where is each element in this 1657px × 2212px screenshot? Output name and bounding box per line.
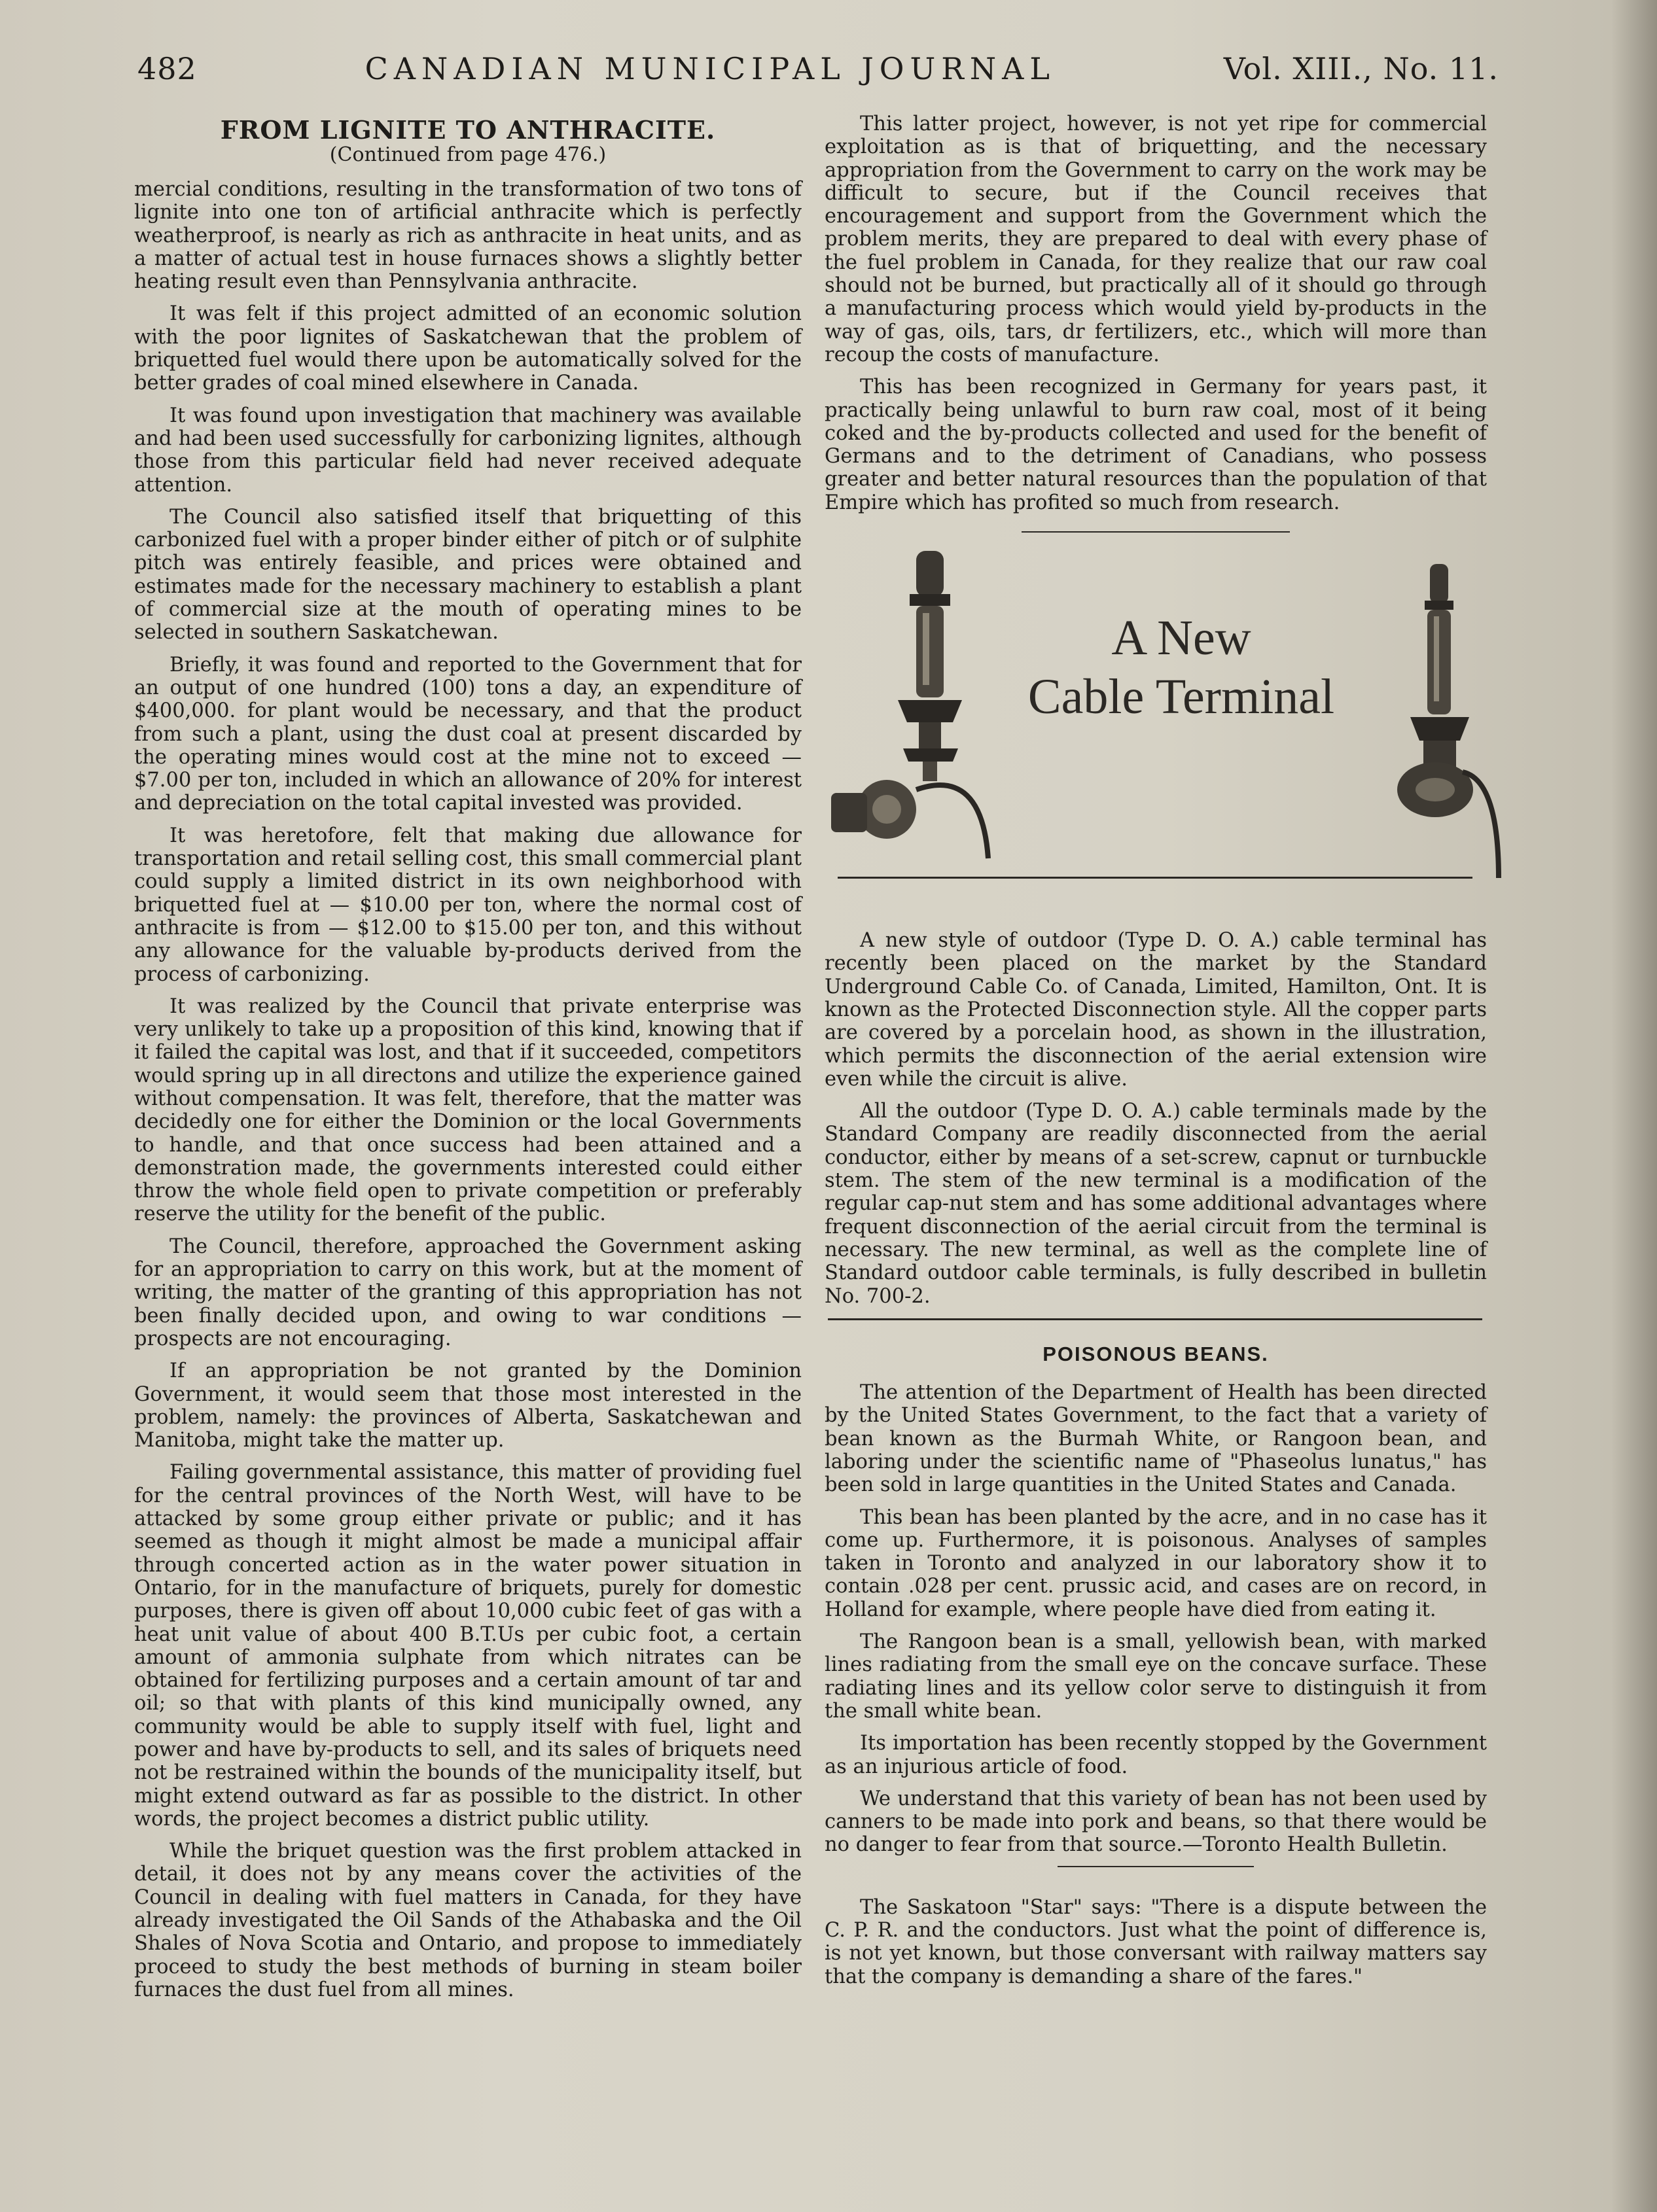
right-column [825, 113, 1487, 1997]
cable-terminal-illustration-right [1378, 564, 1508, 878]
article-paragraph: It was found upon investigation that machinery was available and had been used successfully for carbonizing lignites, although those from this particular field had never received adequate attention. [134, 404, 802, 497]
advertisement-baseline [838, 877, 1472, 879]
advertisement-headline [998, 608, 1364, 726]
article-title: POISONOUS BEANS. [1042, 1342, 1269, 1365]
article-paragraph: This bean has been planted by the acre, and in no case has it come up. Furthermore, it is poisonous. Analyses of samples taken in Toronto and analyzed in our laboratory show it to contain .028 per cent. prussic acid, and cases are on record, in Holland for example, where people have died from eating it. [825, 1505, 1487, 1621]
article-paragraph: mercial conditions, resulting in the transformation of two tons of lignite into one ton of artificial anthracite which is perfectly weatherproof, is nearly as rich as anthracite in heat units, and as a matter of actual test in house furnaces shows a slightly better heating result even than Pennsylvania anthracite. [134, 178, 802, 294]
article-paragraph: The attention of the Department of Health has been directed by the United States Government, to the fact that a variety of bean known as the Burmah White, or Rangoon bean, and laboring under the scientific name of "Phaseolus lunatus," has been sold in large quantities in the United States and Canada. [825, 1381, 1487, 1497]
headline-line-2: Cable Terminal [1027, 669, 1335, 725]
article-title: FROM LIGNITE TO ANTHRACITE. [220, 115, 716, 145]
article-paragraph: Its importation has been recently stopped by the Government as an injurious article of food. [825, 1732, 1487, 1778]
article-paragraph: This has been recognized in Germany for years past, it practically being unlawful to burn raw coal, most of it being coked and the by-products collected and used for the benefit of Germans and to the detriment of Canadians, who possess greater and better natural resources than the population of that Empire which has profited so much from research. [825, 376, 1487, 514]
section-divider [828, 1318, 1482, 1320]
article-paragraph: This latter project, however, is not yet ripe for commercial exploitation as is that of briquetting, and the necessary appropriation from the Government to carry on the work may be difficult to secure, but if the Council receives that encouragement and support from the Government which the problem merits, they are prepared to deal with every phase of the fuel problem in Canada, for they realize that our raw coal should not be burned, but practically all of it should go through a manufacturing process which would yield by-products in the way of gas, oils, tars, dr fertilizers, etc., which will more than recoup the costs of manufacture. [825, 113, 1487, 366]
section-divider [1022, 531, 1290, 533]
article-paragraph: Failing governmental assistance, this matter of providing fuel for the central provinces of the North West, will have to be attacked by some group either private or public; and it has seemed as though it might almost be made a municipal affair through concerted action as in the water power situation in Ontario, for in the manufacture of briquets, purely for domestic purposes, there is given off about 10,000 cubic feet of gas with a heat unit value of about 400 B.T.Us per cubic foot, a certain amount of ammonia sulphate from which nitrates can be obtained for fertilizing purposes and a certain amount of tar and oil; so that with plants of this kind municipally owned, any community would be able to supply itself with fuel, light and power and have by-products to sell, and its sales of briquets need not be restrained within the bounds of the municipality itself, but might extend outward as far as possible to the district. In other words, the project becomes a district public utility. [134, 1461, 802, 1831]
volume-number: Vol. XIII., No. 11. [1223, 51, 1499, 86]
article-paragraph: It was realized by the Council that private enterprise was very unlikely to take up a proposition of this kind, knowing that if it failed the capital was lost, and that if it succeeded, competitors would spring up in all directons and utilize the experience gained without compensation. It was felt, therefore, that the matter was decidedly one for either the Dominion or the local Governments to handle, and that once success had been attained and a demonstration made, the governments interested could either throw the whole field open to private competition or preferably reserve the utility for the benefit of the public. [134, 994, 802, 1226]
article-paragraph: Briefly, it was found and reported to the Government that for an output of one hundred (100) tons a day, an expenditure of $400,000. for plant would be necessary, and that the product from such a plant, using the dust coal at present discarded by the operating mines would cost at the mine not to exceed — $7.00 per ton, included in which an allowance of 20% for interest and depreciation on the total capital invested was provided. [134, 653, 802, 815]
article-paragraph: If an appropriation be not granted by the Dominion Government, it would seem that those most interested in the problem, namely: the provinces of Alberta, Saskatchewan and Manitoba, might take the matter up. [134, 1360, 802, 1452]
article-paragraph: The Saskatoon "Star" says: "There is a dispute between the C. P. R. and the conductors. Just what the point of difference is, is not yet known, but those conversant with railway matters say that the company is demanding a share of the fares." [825, 1895, 1487, 1988]
article-paragraph: It was felt if this project admitted of an economic solution with the poor lignites of Saskatchewan that the problem of briquetted fuel would there upon be automatically solved for the better grades of coal mined elsewhere in Canada. [134, 302, 802, 395]
article-paragraph: All the outdoor (Type D. O. A.) cable terminals made by the Standard Company are readily disconnected from the aerial conductor, either by means of a set-screw, capnut or turnbuckle stem. The stem of the new terminal is a modification of the regular cap-nut stem and has some additional advantages where frequent disconnection of the aerial circuit from the terminal is necessary. The new terminal, as well as the complete line of Standard outdoor cable terminals, is fully described in bulletin No. 700-2. [825, 1100, 1487, 1308]
headline-line-1: A New [1111, 610, 1251, 666]
page-header [137, 51, 1499, 97]
left-column [134, 116, 802, 2010]
article-continuation-note: (Continued from page 476.) [329, 143, 607, 166]
article-paragraph: The Council also satisfied itself that briquetting of this carbonized fuel with a proper binder either of pitch or of sulphite pitch was entirely feasible, and prices were obtained and estimates made for the necessary machinery to establish a plant of commercial size at the mouth of operating mines to be selected in southern Saskatchewan. [134, 505, 802, 644]
section-divider [1058, 1866, 1254, 1867]
article-paragraph: The Council, therefore, approached the Government asking for an appropriation to carry on this work, but at the moment of writing, the matter of the granting of this appropriation has not been finally decided upon, and owing to war conditions — prospects are not encouraging. [134, 1235, 802, 1350]
article-paragraph: While the briquet question was the first problem attacked in detail, it does not by any means cover the activities of the Council in dealing with fuel matters in Canada, for they have already investigated the Oil Sands of the Athabaska and the Oil Shales of Nova Scotia and Ontario, and propose to immediately proceed to study the best methods of burning in steam boiler furnaces the dust fuel from all mines. [134, 1840, 802, 2001]
article-paragraph: We understand that this variety of bean has not been used by canners to be made into pork and beans, so that there would be no danger to fear from that source.—Toronto Health Bulletin. [825, 1787, 1487, 1857]
page-binding-shadow [1611, 0, 1657, 2212]
cable-terminal-advertisement [825, 551, 1487, 917]
article-paragraph: A new style of outdoor (Type D. O. A.) cable terminal has recently been placed on the market by the Standard Underground Cable Co. of Canada, Limited, Hamilton, Ont. It is known as the Protected Disconnection style. All the copper parts are covered by a porcelain hood, as shown in the illustration, which permits the disconnection of the aerial extension wire even while the circuit is alive. [825, 929, 1487, 1091]
cable-terminal-illustration-left [825, 551, 995, 865]
article-paragraph: The Rangoon bean is a small, yellowish bean, with marked lines radiating from the small eye on the concave surface. These radiating lines and its yellow color serve to distinguish it from the small white bean. [825, 1630, 1487, 1723]
article-paragraph: It was heretofore, felt that making due allowance for transportation and retail selling cost, this small commercial plant could supply a limited district in its own neighborhood with briquetted fuel at — $10.00 per ton, where the normal cost of anthracite is from — $12.00 to $15.00 per ton, and this without any allowance for the valuable by-products derived from the process of carbonizing. [134, 824, 802, 986]
page-number: 482 [137, 51, 197, 86]
journal-title: CANADIAN MUNICIPAL JOURNAL [365, 51, 1056, 86]
